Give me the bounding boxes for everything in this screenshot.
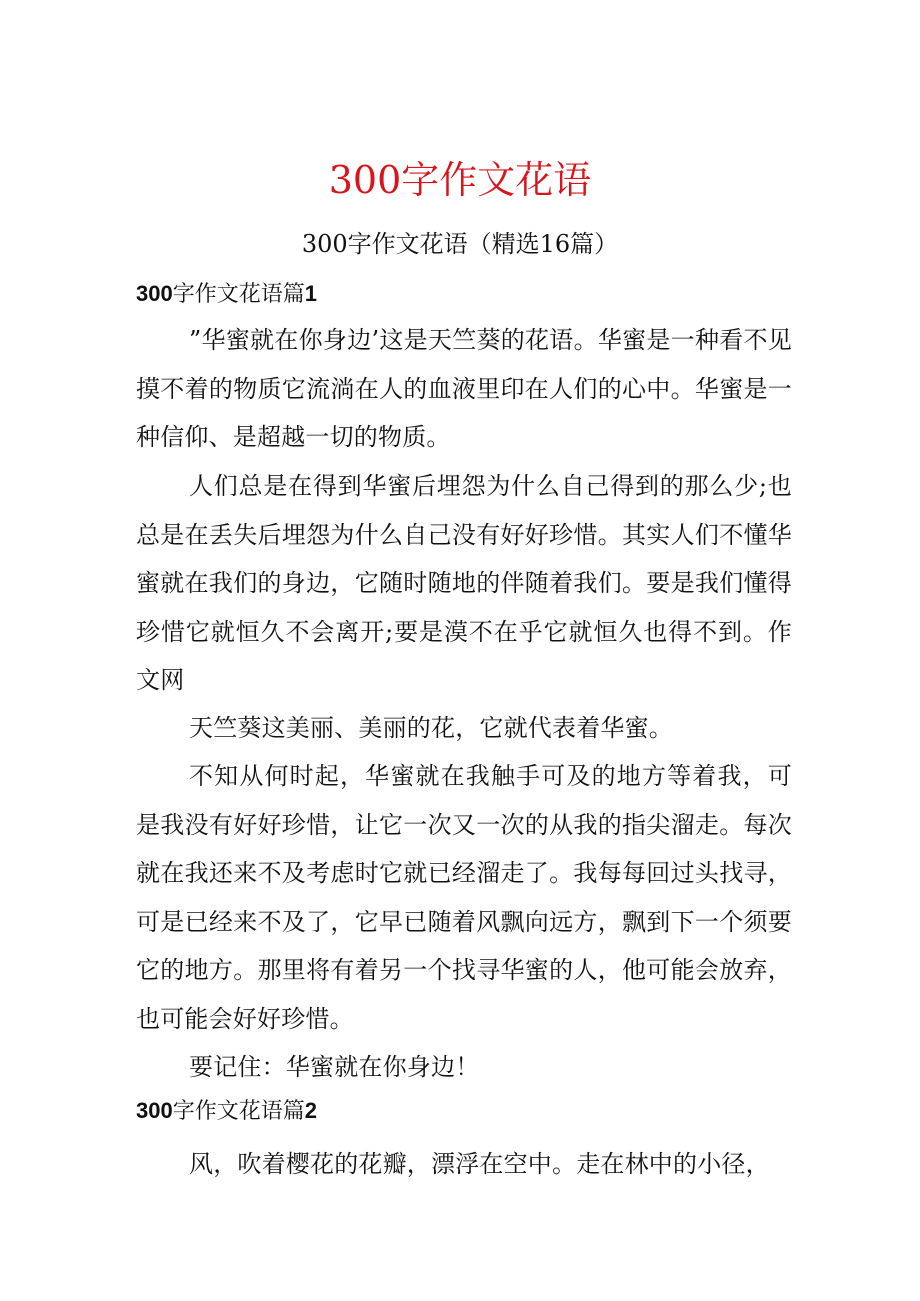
section-heading-number-prefix: 300 — [136, 281, 173, 306]
paragraph: 不知从何时起，华蜜就在我触手可及的地方等着我，可是我没有好好珍惜，让它一次又一次的从我的指尖溜走。每次就在我还来不及考虑时它就已经溜走了。我每每回过头找寻，可是已经来不及了，它早已随着风飘向远方，飘到下一个须要它的地方。那里将有着另一个找寻华蜜的人，他可能会放弃，也可能会好好珍惜。 — [136, 762, 792, 1033]
section-heading-number-prefix: 300 — [136, 1098, 173, 1123]
section-heading-index: 1 — [304, 281, 317, 306]
section-heading-2 — [136, 1094, 317, 1129]
paragraph: 天竺葵这美丽、美丽的花，它就代表着华蜜。 — [189, 714, 673, 742]
paragraph: 风，吹着樱花的花瓣，漂浮在空中。走在林中的小径， — [189, 1150, 770, 1178]
section-heading-index: 2 — [304, 1098, 317, 1123]
paragraph: 要记住：华蜜就在你身边！ — [189, 1053, 480, 1081]
paragraph: 人们总是在得到华蜜后埋怨为什么自己得到的那么少;也总是在丢失后埋怨为什么自己没有好好珍惜。其实人们不懂华蜜就在我们的身边，它随时随地的伴随着我们。要是我们懂得珍惜它就恒久不会离开;要是漠不在乎它就恒久也得不到。作文网 — [136, 472, 792, 694]
section-heading-text: 字作文花语篇 — [172, 282, 305, 307]
document-title: 300字作文花语 — [328, 158, 592, 202]
section-heading-text: 字作文花语篇 — [172, 1099, 305, 1124]
paragraph: ”华蜜就在你身边’这是天竺葵的花语。华蜜是一种看不见摸不着的物质它流淌在人的血液里印在人们的心中。华蜜是一种信仰、是超越一切的物质。 — [136, 326, 792, 451]
section-heading-1 — [136, 277, 317, 312]
document-subtitle: 300字作文花语（精选16篇） — [301, 230, 619, 258]
